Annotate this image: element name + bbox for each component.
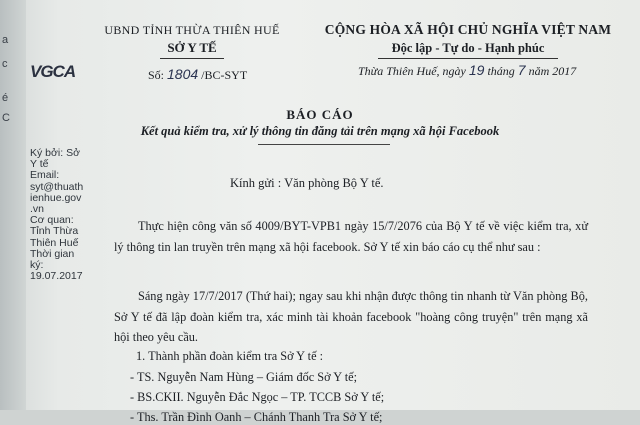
signature-line: .vn (30, 203, 45, 216)
list-heading: 1. Thành phần đoàn kiểm tra Sở Y tế : (136, 349, 324, 363)
national-header (318, 22, 618, 59)
place-date (358, 62, 576, 79)
signature-line: Thiên Huế (30, 236, 79, 249)
document-number-prefix: Số: (148, 68, 165, 82)
document-title: BÁO CÁO (286, 107, 354, 122)
adjacent-page-edge (0, 0, 26, 410)
signature-line: ký: (30, 259, 44, 272)
department-name: SỞ Y TẾ (167, 40, 217, 55)
member-item: - Ths. Trần Đình Oanh – Chánh Thanh Tra Sở Y tế; (130, 410, 383, 424)
greeting: Kính gửi : Văn phòng Bộ Y tế. (230, 176, 384, 190)
signature-line: syt@thuath (30, 180, 84, 193)
edge-letter: é (2, 92, 9, 104)
header-underline (160, 58, 224, 59)
document-number-suffix: /BC-SYT (201, 68, 248, 82)
document-subtitle: Kết quả kiểm tra, xử lý thông tin đăng tải trên mạng xã hội Facebook (140, 124, 500, 138)
date-month: 7 (517, 62, 526, 78)
motto-underline (378, 58, 558, 59)
signature-line: 19.07.2017 (30, 270, 83, 283)
member-item: - BS.CKII. Nguyễn Đắc Ngọc – TP. TCCB Sở Y tế; (130, 390, 385, 404)
agency-name: UBND TỈNH THỪA THIÊN HUẾ (104, 23, 280, 37)
edge-letter: c (2, 58, 8, 70)
edge-letter: a (2, 34, 9, 46)
signature-line: Thời gian (30, 247, 75, 260)
nation-name: CỘNG HÒA XÃ HỘI CHỦ NGHĨA VIỆT NAM (324, 22, 612, 37)
signature-line: Tỉnh Thừa (30, 225, 79, 238)
signature-block (30, 148, 110, 282)
place-date-text: Thừa Thiên Huế, ngày (358, 64, 466, 78)
subtitle-underline (258, 144, 390, 145)
paragraph-1: Thực hiện công văn số 4009/BYT-VPB1 ngày 15/7/2076 của Bộ Y tế về việc kiểm tra, xử lý thông tin lan truyền trên mạng xã hội facebook. Sở Y tế xin báo cáo cụ thể như sau : (114, 219, 588, 254)
signature-line: Ký bởi: Sở (30, 147, 80, 159)
signature-line: Email: (30, 169, 60, 182)
paragraph-2: Sáng ngày 17/7/2017 (Thứ hai); ngay sau khi nhận được thông tin nhanh từ Văn phòng Bộ, Sở Y tế đã lập đoàn kiểm tra, xác minh tài khoản facebook "hoàng công truyện" trên mạng xã hội theo yêu cầu. (114, 289, 588, 344)
date-day: 19 (468, 62, 485, 78)
document-number (148, 66, 247, 83)
document-number-value: 1804 (167, 66, 199, 82)
nation-motto: Độc lập - Tự do - Hạnh phúc (391, 41, 545, 55)
digital-signature-stamp: VGCA (30, 62, 76, 81)
signature-line: Y tế (30, 158, 49, 171)
signature-line: Cơ quan: (30, 214, 74, 227)
member-item: - TS. Nguyễn Nam Hùng – Giám đốc Sở Y tế; (130, 370, 358, 384)
date-year: năm 2017 (528, 64, 577, 78)
agency-header (92, 23, 292, 59)
edge-letter: C (2, 112, 10, 124)
signature-line: ienhue.gov (30, 191, 82, 204)
date-month-label: tháng (487, 64, 515, 78)
